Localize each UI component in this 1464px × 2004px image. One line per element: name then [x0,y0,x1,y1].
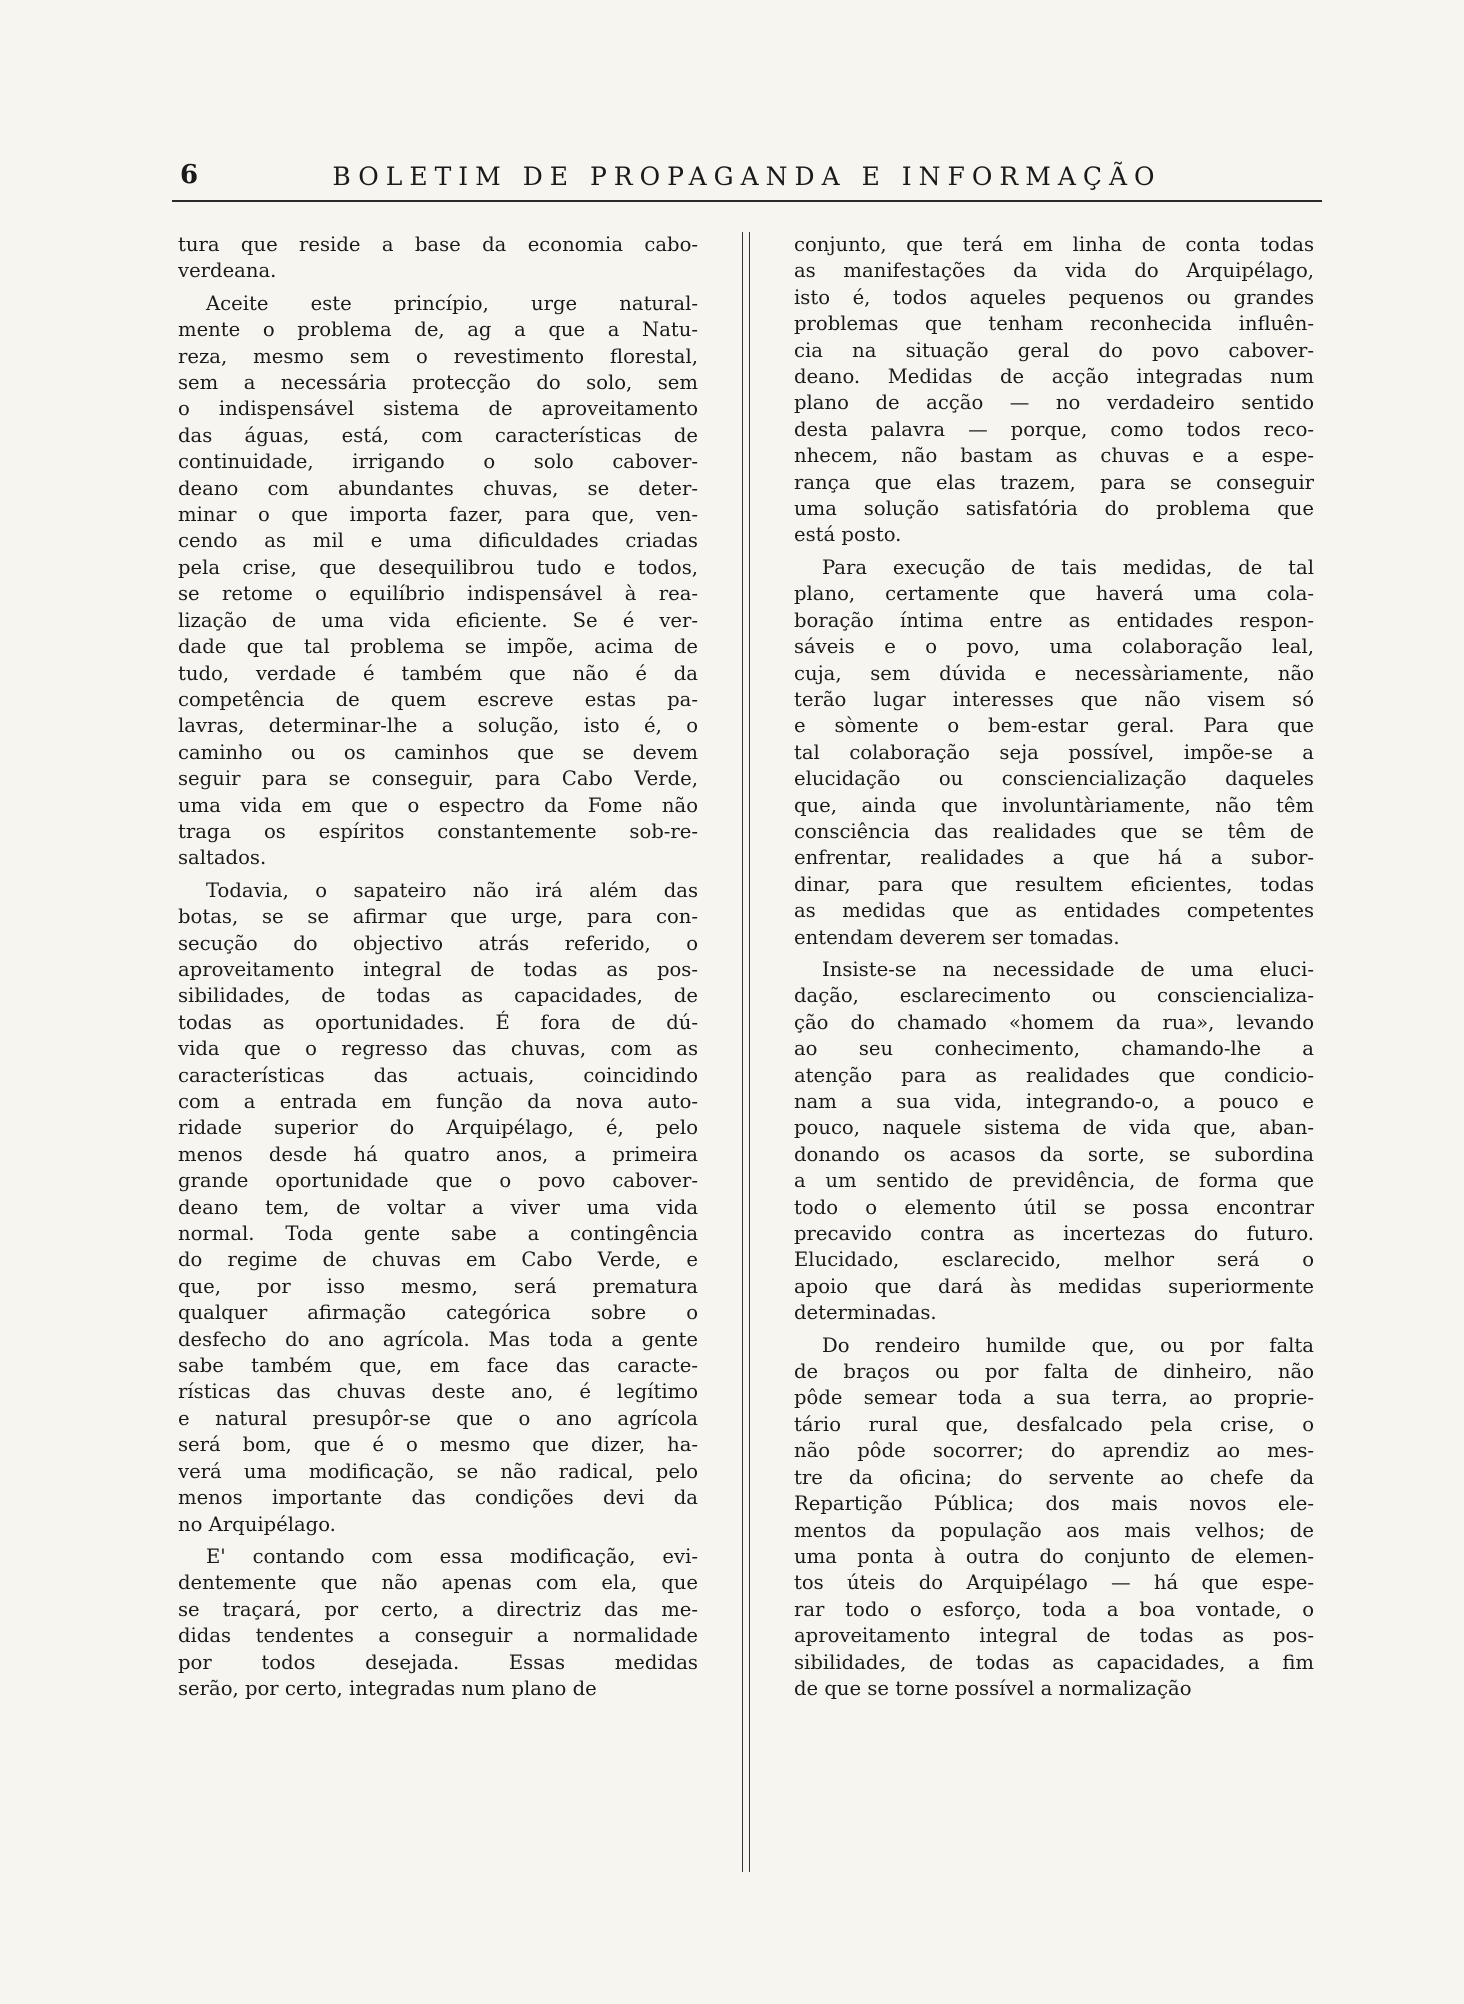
text-line: enfrentar, realidades a que há a subor- [794,846,1314,870]
text-line: desfecho do ano agrícola. Mas toda a gente [178,1327,698,1351]
text-line: conjunto, que terá em linha de conta todas [794,233,1314,256]
text-line: características das actuais, coincidindo [178,1063,698,1087]
text-line: pela crise, que desequilibrou tudo e todos, [178,555,698,579]
text-line: deano com abundantes chuvas, se deter- [178,476,698,500]
paragraph [794,1333,1314,1703]
paragraph [178,1544,698,1702]
text-line: cuja, sem dúvida e necessàriamente, não [794,661,1314,685]
text-line: uma ponta à outra do conjunto de elemen- [794,1544,1314,1568]
text-line: dação, esclarecimento ou consciencializa- [794,984,1314,1008]
text-line: competência de quem escreve estas pa- [178,687,698,711]
text-line: e sòmente o bem-estar geral. Para que [794,714,1314,738]
text-line: E' contando com essa modificação, evi- [206,1544,698,1568]
text-line: todas as oportunidades. É fora de dú- [178,1010,698,1034]
text-line: ridade superior do Arquipélago, é, pelo [178,1116,698,1140]
text-line: determinadas. [794,1301,937,1325]
text-line: está posto. [794,523,902,547]
text-line: menos importante das condições devi da [178,1486,698,1510]
text-line: consciência das realidades que se têm de [794,819,1314,843]
right-column [794,232,1314,1872]
text-line: mente o problema de, ag a que a Natu- [178,318,698,342]
text-line: do regime de chuvas em Cabo Verde, e [178,1248,698,1272]
paragraph [178,232,698,285]
text-line: as manifestações da vida do Arquipélago, [794,259,1314,283]
text-line: no Arquipélago. [178,1512,336,1536]
text-line: uma solução satisfatória do problema que [794,497,1314,521]
text-line: caminho ou os caminhos que se devem [178,740,698,764]
text-line: minar o que importa fazer, para que, ven- [178,503,698,527]
text-line: com a entrada em função da nova auto- [178,1090,698,1113]
text-line: sibilidades, de todas as capacidades, de [178,984,698,1008]
paragraph [178,878,698,1538]
text-line: desta palavra — porque, como todos reco- [794,417,1314,441]
text-line: donando os acasos da sorte, se subordina [794,1142,1314,1166]
text-line: será bom, que é o mesmo que dizer, ha- [178,1433,698,1457]
text-line: tal colaboração seja possível, impõe-se a [794,740,1314,764]
text-line: rar todo o esforço, toda a boa vontade, o [794,1597,1314,1621]
text-line: verdeana. [178,259,277,283]
text-line: dentemente que não apenas com ela, que [178,1571,698,1595]
text-line: a um sentido de previdência, de forma que [794,1169,1314,1193]
text-line: continuidade, irrigando o solo cabover- [178,450,698,474]
text-line: o indispensável sistema de aproveitamento [178,397,698,421]
text-line: sibilidades, de todas as capacidades, a fim [794,1650,1314,1674]
page-number: 6 [180,160,200,190]
text-line: deano tem, de voltar a viver uma vida [178,1195,698,1219]
text-line: mentos da população aos mais velhos; de [794,1518,1314,1542]
text-line: por todos desejada. Essas medidas [178,1650,698,1674]
text-line: traga os espíritos constantemente sob-re- [178,819,698,843]
text-line: cia na situação geral do povo cabover- [794,338,1314,362]
text-line: aproveitamento integral de todas as pos- [794,1624,1314,1648]
text-line: se traçará, por certo, a directriz das me- [178,1597,698,1621]
text-line: saltados. [178,846,267,870]
text-line: atenção para as realidades que condicio- [794,1063,1314,1087]
text-line: problemas que tenham reconhecida influên- [794,312,1314,336]
text-line: pôde semear toda a sua terra, ao proprie- [794,1386,1314,1410]
text-line: Insiste-se na necessidade de uma eluci- [822,957,1314,981]
text-line: de braços ou por falta de dinheiro, não [794,1360,1314,1384]
text-line: Do rendeiro humilde que, ou por falta [822,1333,1314,1357]
text-line: rísticas das chuvas deste ano, é legítimo [178,1380,698,1404]
text-line: Todavia, o sapateiro não irá além das [206,878,698,902]
text-line: e natural presupôr-se que o ano agrícola [178,1406,698,1430]
text-line: normal. Toda gente sabe a contingência [178,1222,698,1246]
text-line: de que se torne possível a normalização [794,1676,1192,1700]
paragraph [794,555,1314,951]
text-line: sabe também que, em face das caracte- [178,1354,698,1378]
text-line: entendam deverem ser tomadas. [794,925,1120,949]
text-line: serão, por certo, integradas num plano de [178,1676,597,1700]
text-line: as medidas que as entidades competentes [794,899,1314,923]
text-line: seguir para se conseguir, para Cabo Verde, [178,767,698,791]
text-line: tos úteis do Arquipélago — há que espe- [794,1571,1314,1595]
paragraph [794,232,1314,549]
text-line: Elucidado, esclarecido, melhor será o [794,1248,1314,1272]
text-line: vida que o regresso das chuvas, com as [178,1037,698,1061]
text-line: terão lugar interesses que não visem só [794,687,1314,711]
text-line: dinar, para que resultem eficientes, todas [794,872,1314,896]
text-line: todo o elemento útil se possa encontrar [794,1195,1314,1219]
text-line: tário rural que, desfalcado pela crise, o [794,1412,1314,1436]
text-line: tura que reside a base da economia cabo- [178,233,698,256]
paragraph [178,291,698,872]
text-line: não pôde socorrer; do aprendiz ao mes- [794,1439,1314,1463]
text-line: elucidação ou consciencialização daqueles [794,767,1314,791]
text-line: secução do objectivo atrás referido, o [178,931,698,955]
text-line: sem a necessária protecção do solo, sem [178,371,698,395]
text-line: plano de acção — no verdadeiro sentido [794,391,1314,415]
text-line: que, ainda que involuntàriamente, não têm [794,793,1314,817]
text-line: qualquer afirmação categórica sobre o [178,1301,698,1325]
text-line: das águas, está, com características de [178,423,698,447]
text-line: menos desde há quatro anos, a primeira [178,1142,698,1166]
text-line: boração íntima entre as entidades respon- [794,608,1314,632]
text-line: tudo, verdade é também que não é da [178,661,698,685]
paragraph [794,957,1314,1327]
column-divider [742,232,750,1872]
text-line: ção do chamado «homem da rua», levando [794,1010,1314,1034]
text-line: que, por isso mesmo, será prematura [178,1274,698,1298]
text-line: tre da oficina; do servente ao chefe da [794,1465,1314,1489]
text-line: lavras, determinar-lhe a solução, isto é, o [178,714,698,738]
text-line: nam a sua vida, integrando-o, a pouco e [794,1090,1314,1113]
text-line: Para execução de tais medidas, de tal [822,555,1314,579]
text-line: botas, se se afirmar que urge, para con- [178,905,698,929]
text-line: precavido contra as incertezas do futuro. [794,1222,1314,1246]
text-line: Repartição Pública; dos mais novos ele- [794,1492,1314,1516]
text-line: plano, certamente que haverá uma cola- [794,582,1314,606]
text-line: nhecem, não bastam as chuvas e a espe- [794,444,1314,468]
text-line: deano. Medidas de acção integradas num [794,365,1314,389]
text-line: grande oportunidade que o povo cabover- [178,1169,698,1193]
text-line: isto é, todos aqueles pequenos ou grandes [794,285,1314,309]
text-line: uma vida em que o espectro da Fome não [178,793,698,817]
text-line: cendo as mil e uma dificuldades criadas [178,529,698,553]
left-column [178,232,698,1872]
text-line: verá uma modificação, se não radical, pelo [178,1459,698,1483]
text-line: rança que elas trazem, para se conseguir [794,470,1314,494]
text-line: pouco, naquele sistema de vida que, aban- [794,1116,1314,1140]
page-header [172,160,1322,202]
text-line: se retome o equilíbrio indispensável à rea- [178,582,698,606]
text-line: ao seu conhecimento, chamando-lhe a [794,1037,1314,1061]
text-line: dade que tal problema se impõe, acima de [178,635,698,659]
text-line: didas tendentes a conseguir a normalidade [178,1624,698,1648]
text-line: Aceite este princípio, urge natural- [206,291,698,315]
text-line: apoio que dará às medidas superiormente [794,1274,1314,1298]
text-line: sáveis e o povo, uma colaboração leal, [794,635,1314,659]
running-title: BOLETIM DE PROPAGANDA E INFORMAÇÃO [332,162,1162,191]
text-line: lização de uma vida eficiente. Se é ver- [178,608,698,632]
text-line: reza, mesmo sem o revestimento florestal, [178,344,698,368]
text-line: aproveitamento integral de todas as pos- [178,957,698,981]
